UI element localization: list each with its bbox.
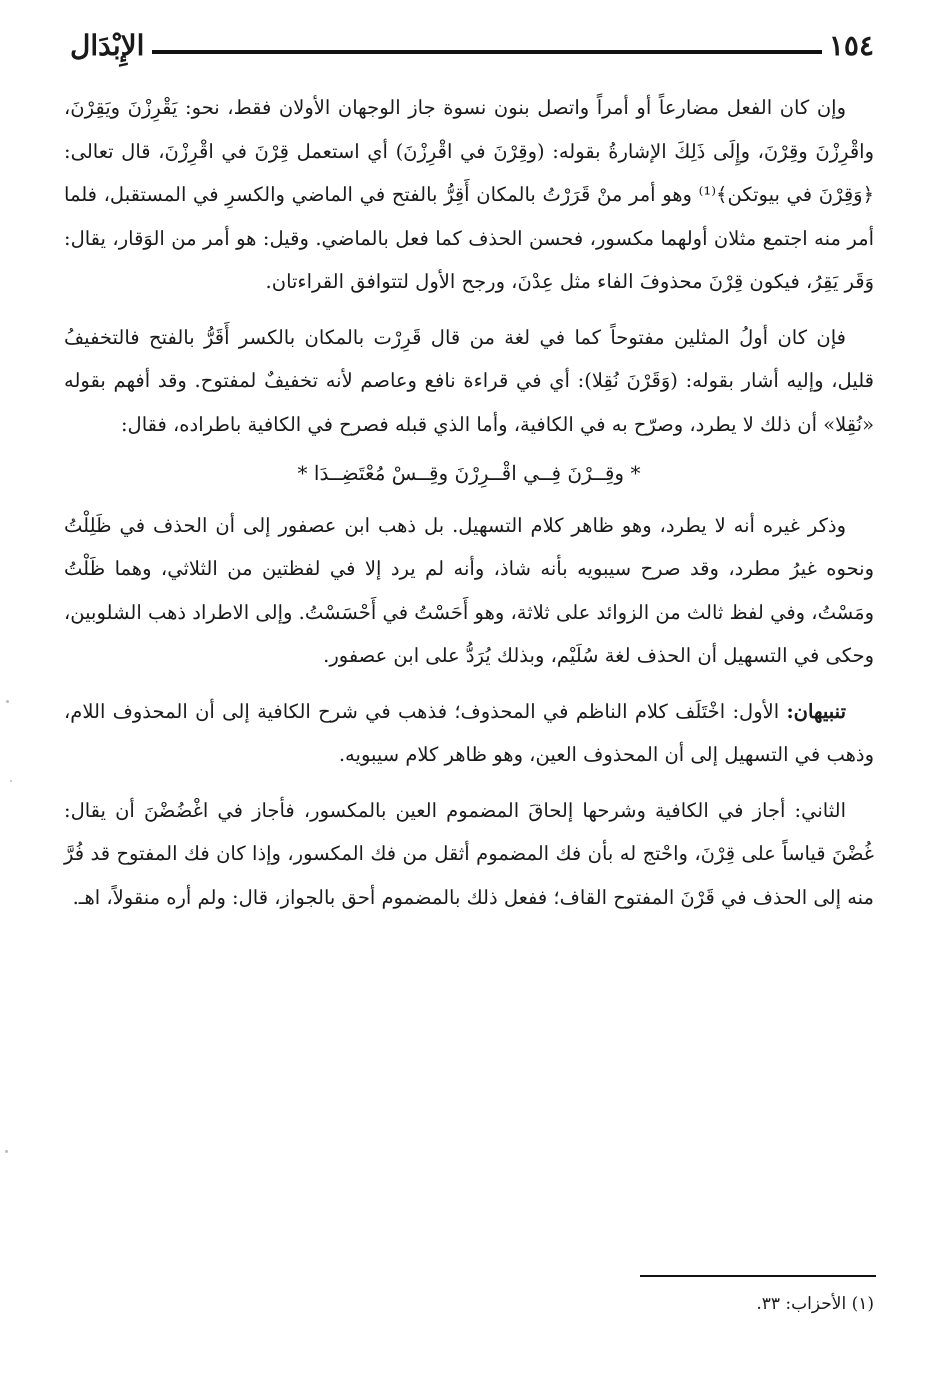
paragraph-2: فإن كان أولُ المثلين مفتوحاً كما في لغة من قال قَرِرْت بالمكان بالكسر أَقَرُّ بالفتح فالتخفيفُ قليل، وإليه أشار بقوله: (وَقَرْنَ نُقِلا): أي في قراءة نافع وعاصم لأنه تخفيفٌ لمفتوح. وقد أفهم بقوله «نُقِلا» أن ذلك لا يطرد، وصرّح به في الكافية، وأما الذي قبله فصرح في الكافية باطراده، فقال: — [64, 325, 874, 436]
page-number: ١٥٤ — [828, 29, 874, 62]
scan-speck — [5, 1150, 8, 1153]
running-title: الإِبْدَال — [70, 29, 145, 62]
paragraph-1: وإن كان الفعل مضارعاً أو أمراً واتصل بنون نسوة جاز الوجهان الأولان فقط، نحو: يَقْرِزْنَ ويَقِرْنَ، واقْرِزْنَ وقِرْنَ، وإِلَى ذَلِكَ الإشارةُ بقوله: (وقِرْنَ في اقْرِزْنَ) أي استعمل قِرْنَ في اقْرِزْنَ، قال تعالى: ﴿وَقِرْنَ في بيوتكن﴾⁽¹⁾ وهو أمر منْ قَرَرْتُ بالمكان أَقِرُّ بالفتح في الماضي والكسرِ في المستقبل، فلما أمر منه اجتمع مثلان أولهما مكسور، فحسن الحذف كما فعل بالماضي. وقيل: هو أمر من الوَقار، يقال: وَقَر يَقِرُ، فيكون قِرْنَ محذوفَ الفاء مثل عِدْنَ، ورجح الأول لتتوافق القراءتان. — [64, 96, 874, 293]
paragraph-3: وذكر غيره أنه لا يطرد، وهو ظاهر كلام التسهيل. بل ذهب ابن عصفور إلى أن الحذف في ظَلِلْتُ ونحوه غيرُ مطرد، وقد صرح سيبويه بأنه شاذ، وأنه لم يرد إلا في لفظتين من الثلاثي، وهما ظَلْتُ ومَسْتُ، وفي لفظ ثالث من الزوائد على ثلاثة، وهو أَحَسْتُ في أَحْسَسْتُ. وإلى الاطراد ذهب الشلوبين، وحكى في التسهيل أن الحذف لغة سُلَيْم، وبذلك يُرَدُّ على ابن عصفور. — [64, 513, 874, 667]
page-header — [70, 28, 874, 68]
paragraph-5: الثاني: أجاز في الكافية وشرحها إلحاقَ المضموم العين بالمكسور، فأجاز في اغْضُضْنَ أن يقال: غُضْنَ قياساً على قِرْنَ، واحْتج له بأن فك المضموم أثقل من فك المكسور، وإذا كان فك المفتوح قد فُرَّ منه إلى الحذف في قَرْنَ المفتوح القاف؛ ففعل ذلك بالمضموم أحق بالجواز، قال: ولم أره منقولاً، اهـ. — [64, 798, 874, 909]
scan-speck — [10, 780, 12, 782]
scan-speck — [6, 700, 9, 703]
paragraph-4-text: الأول: اخْتَلَف كلام الناظم في المحذوف؛ فذهب في شرح الكافية إلى أن المحذوف اللام، وذهب في التسهيل إلى أن المحذوف العين، وهو ظاهر كلام سيبويه. — [64, 699, 874, 766]
section-lead: تنبيهان: — [786, 699, 846, 723]
poetry-verse: * وقِــرْنَ فِــي اقْــرِرْنَ وقِــسْ مُعْتَضِــدَا * — [297, 461, 641, 485]
header-rule — [152, 50, 822, 54]
footnote: (١) الأحزاب: ٣٣. — [756, 1294, 874, 1314]
footnote-rule — [640, 1275, 876, 1277]
paragraph-4 — [64, 690, 874, 777]
body-text — [64, 86, 874, 919]
